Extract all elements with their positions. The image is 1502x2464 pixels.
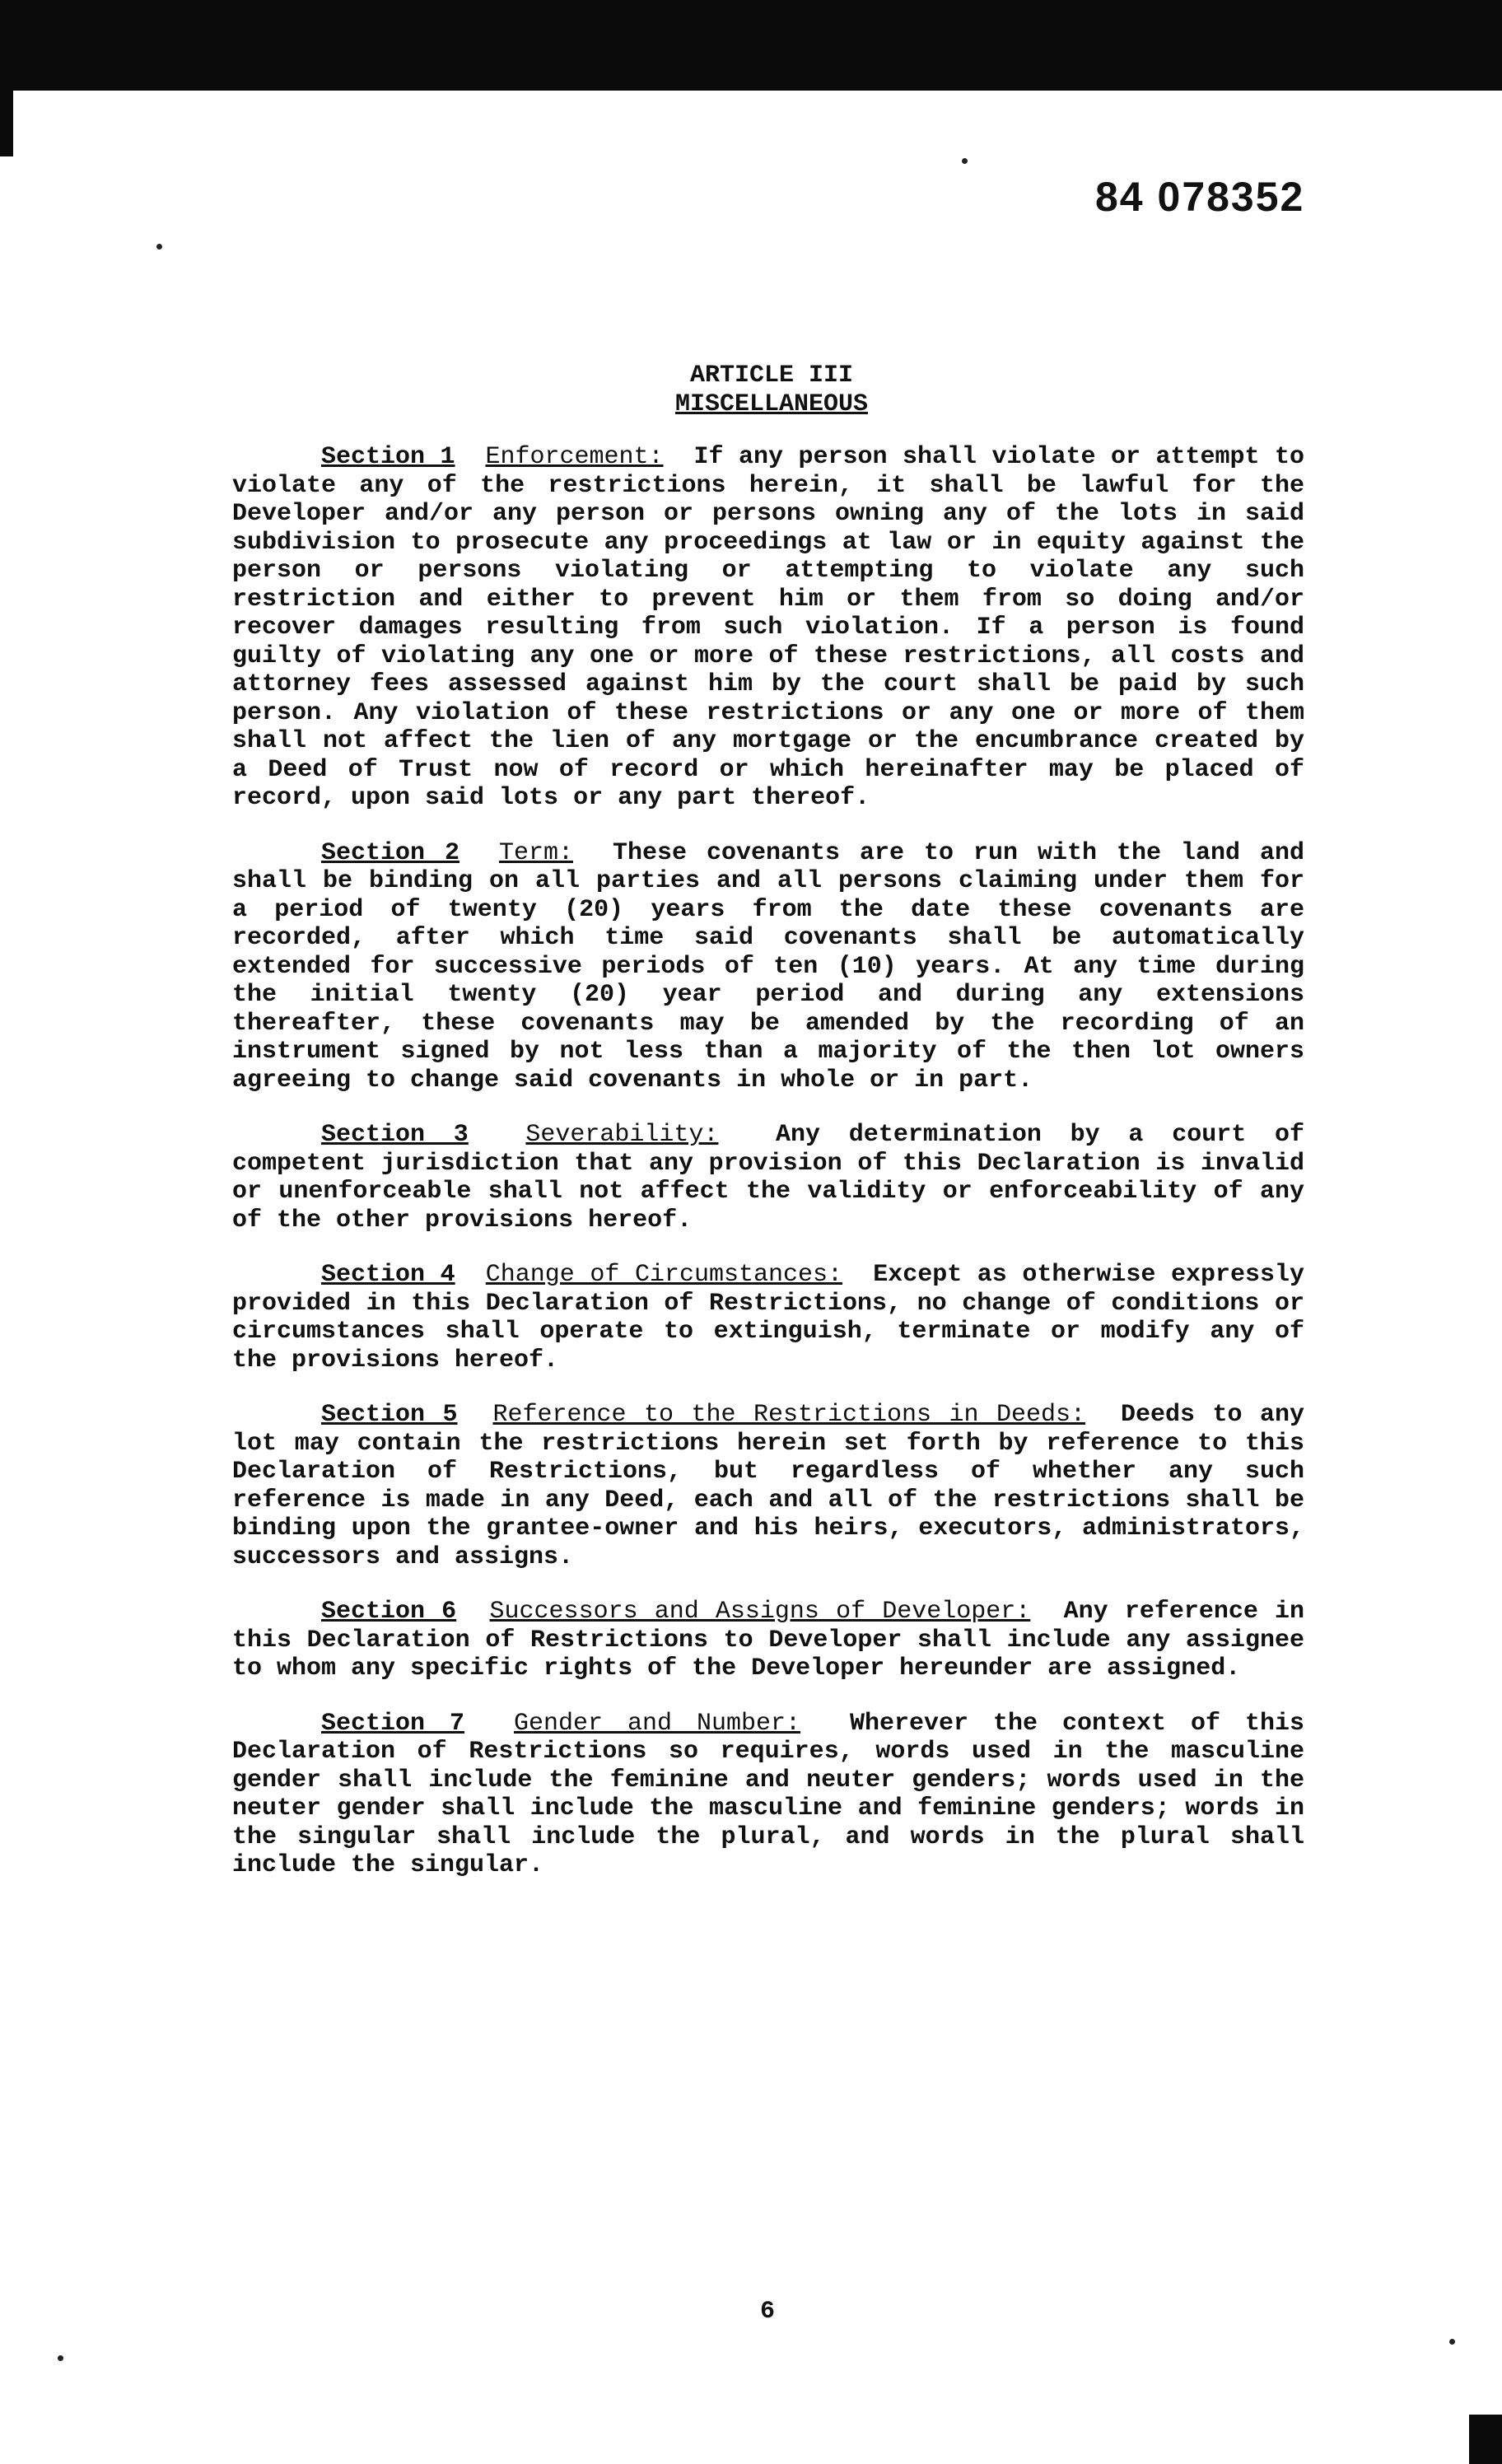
- section-number: Section 2: [321, 838, 460, 867]
- section-title: Reference to the Restrictions in Deeds:: [492, 1401, 1086, 1429]
- section-number: Section 4: [321, 1261, 455, 1289]
- section-title: Severability:: [525, 1121, 719, 1149]
- section-6: [232, 1598, 1304, 1683]
- section-4: [232, 1261, 1304, 1374]
- article-subheading: MISCELLANEOUS: [674, 390, 869, 418]
- sections-body: [232, 443, 1304, 1906]
- section-title: Successors and Assigns of Developer:: [489, 1598, 1031, 1626]
- section-text: Except as otherwise expressly provided in this Declaration of Restrictions, no change of conditions or circumstances shall operate to extinguish, terminate or modify any of the provisions hereof.: [232, 1261, 1305, 1374]
- scan-border-top: [0, 0, 1502, 91]
- section-title: Gender and Number:: [513, 1709, 800, 1738]
- document-number: 84 078352: [1095, 174, 1305, 220]
- section-text: Wherever the context of this Declaration of Restrictions so requires, words used in the masculine gender shall include the feminine and neuter genders; words used in the neuter gender shall include the masculine and feminine genders; words in the singular shall include the plural, and words in the plural shall include the singular.: [232, 1709, 1304, 1879]
- scan-speck: [962, 158, 968, 164]
- scan-speck: [58, 2355, 63, 2361]
- section-title: Change of Circumstances:: [485, 1261, 843, 1289]
- scan-speck: [156, 244, 162, 250]
- section-text: These covenants are to run with the land and shall be binding on all parties and all persons claiming under them for a period of twenty (20) years from the date these covenants are recorded, after which time said covenants shall be automatically extended for successive periods of ten (10) years. At any time during the initial twenty (20) year period and during any extensions thereafter, these covenants may be amended by the recording of an instrument signed by not less than a majority of the then lot owners agreeing to change said covenants in whole or in part.: [232, 838, 1304, 1094]
- scan-border-corner: [1469, 2415, 1502, 2464]
- section-1: [232, 443, 1304, 813]
- scan-border-left: [0, 91, 13, 156]
- section-2: [232, 839, 1304, 1095]
- section-number: Section 5: [321, 1401, 458, 1429]
- section-3: [232, 1121, 1304, 1234]
- section-text: If any person shall violate or attempt to violate any of the restrictions herein, it shall be lawful for the Developer and/or any person or persons owning any of the lots in said subdivision to prosecute any proceedings at law or in equity against the person or persons violating or attempting to violate any such restriction and either to prevent him or them from so doing and/or recover damages resulting from such violation. If a person is found guilty of violating any one or more of these restrictions, all costs and attorney fees assessed against him by the court shall be paid by such person. Any violation of these restrictions or any one or more of them shall not affect the lien of any mortgage or the encumbrance created by a Deed of Trust now of record or which hereinafter may be placed of record, upon said lots or any part thereof.: [232, 443, 1304, 812]
- section-number: Section 3: [321, 1121, 469, 1149]
- page-number: 6: [759, 2298, 775, 2326]
- scan-speck: [1449, 2339, 1455, 2345]
- section-title: Enforcement:: [485, 443, 664, 471]
- section-number: Section 6: [321, 1598, 457, 1626]
- section-5: [232, 1401, 1304, 1571]
- section-title: Term:: [499, 838, 574, 867]
- section-text: Any reference in this Declaration of Restrictions to Developer shall include any assignee to whom any specific rights of the Developer hereunder are assigned.: [232, 1598, 1305, 1682]
- section-7: [232, 1710, 1304, 1880]
- section-text: Any determination by a court of competent jurisdiction that any provision of this Declaration is invalid or unenforceable shall not affect the validity or enforceability of any of the other provisions hereof.: [232, 1121, 1305, 1234]
- section-number: Section 7: [321, 1709, 465, 1738]
- section-number: Section 1: [321, 443, 455, 471]
- article-heading: ARTICLE III: [689, 362, 854, 390]
- section-text: Deeds to any lot may contain the restrictions herein set forth by reference to this Declaration of Restrictions, but regardless of whether any such reference is made in any Deed, each and all of the restrictions shall be binding upon the grantee-owner and his heirs, executors, administrators, successors and assigns.: [232, 1401, 1304, 1571]
